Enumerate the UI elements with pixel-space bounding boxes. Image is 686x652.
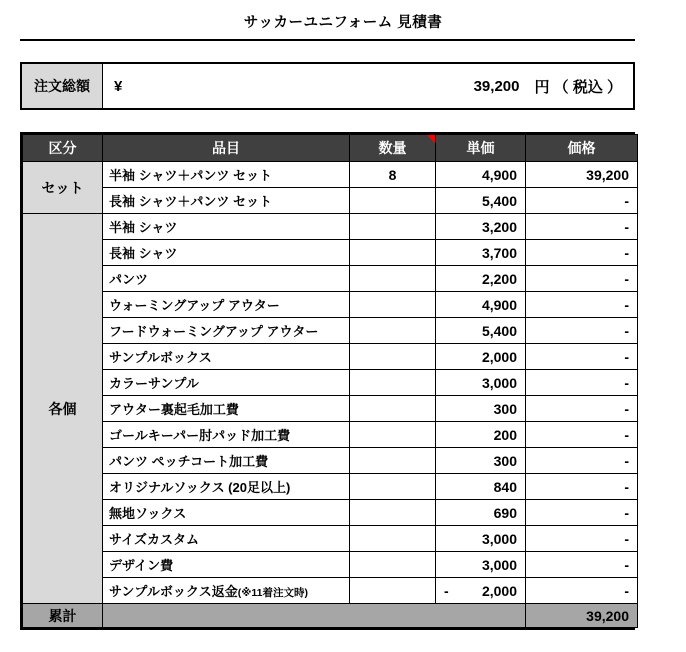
item-row	[23, 526, 638, 552]
quantity-cell[interactable]	[350, 188, 436, 214]
order-total-amount: 39,200	[473, 77, 520, 95]
price-cell[interactable]: -	[526, 214, 638, 240]
unit-price-cell[interactable]: 300	[436, 448, 526, 474]
price-cell[interactable]: -	[526, 422, 638, 448]
unit-price-cell[interactable]: 3,000	[436, 552, 526, 578]
price-cell[interactable]: -	[526, 474, 638, 500]
minus-sign: -	[444, 582, 449, 599]
item-name-cell[interactable]	[103, 552, 350, 578]
quantity-cell[interactable]	[350, 474, 436, 500]
order-total-value-cell[interactable]	[103, 64, 633, 108]
price-cell[interactable]: -	[526, 266, 638, 292]
quantity-cell[interactable]	[350, 526, 436, 552]
item-name-cell[interactable]	[103, 344, 350, 370]
item-name-cell[interactable]	[103, 162, 350, 188]
quantity-cell[interactable]	[350, 240, 436, 266]
price-cell[interactable]: -	[526, 396, 638, 422]
total-row-label-cell[interactable]: 累計	[23, 604, 103, 628]
item-row	[23, 422, 638, 448]
item-name: サンプルボックス	[109, 350, 212, 365]
item-name: サンプルボックス返金	[109, 584, 238, 599]
item-name: フードウォーミングアップ アウター	[109, 324, 319, 339]
item-name: 半袖 シャツ	[109, 220, 178, 235]
quantity-cell[interactable]	[350, 396, 436, 422]
unit-price-cell[interactable]: 690	[436, 500, 526, 526]
unit-price-cell[interactable]: 2,200	[436, 266, 526, 292]
item-name: ウォーミングアップ アウター	[109, 298, 280, 313]
group-cell[interactable]: 各個	[23, 214, 103, 604]
quantity-cell[interactable]	[350, 500, 436, 526]
unit-price-cell[interactable]: 3,700	[436, 240, 526, 266]
item-name: オリジナルソックス (20足以上)	[109, 480, 291, 495]
item-row	[23, 188, 638, 214]
unit-price-cell[interactable]: 5,400	[436, 188, 526, 214]
quantity-cell[interactable]	[350, 318, 436, 344]
quantity-cell[interactable]	[350, 578, 436, 604]
item-name-cell[interactable]	[103, 188, 350, 214]
header-quantity	[350, 135, 436, 162]
unit-price-cell[interactable]: 4,900	[436, 292, 526, 318]
price-cell[interactable]: -	[526, 448, 638, 474]
price-cell[interactable]: -	[526, 240, 638, 266]
quantity-cell[interactable]	[350, 422, 436, 448]
quote-table	[20, 132, 635, 630]
item-name-cell[interactable]	[103, 448, 350, 474]
item-row	[23, 162, 638, 188]
item-name: サイズカスタム	[109, 532, 199, 547]
item-name: 長袖 シャツ	[109, 246, 178, 261]
table-footer	[23, 604, 638, 628]
currency-symbol: ¥	[114, 77, 123, 95]
unit-price-cell[interactable]: 840	[436, 474, 526, 500]
header-price: 価格	[526, 135, 638, 162]
item-row	[23, 578, 638, 604]
item-name: 無地ソックス	[109, 506, 187, 521]
item-name: アウター裏起毛加工費	[109, 402, 239, 417]
item-row	[23, 474, 638, 500]
quantity-cell[interactable]	[350, 214, 436, 240]
item-row	[23, 500, 638, 526]
item-name-cell[interactable]	[103, 578, 350, 604]
item-name-cell[interactable]	[103, 266, 350, 292]
table-header-row	[23, 135, 638, 162]
header-category: 区分	[23, 135, 103, 162]
item-name-cell[interactable]	[103, 318, 350, 344]
price-cell[interactable]: -	[526, 552, 638, 578]
quantity-cell[interactable]	[350, 344, 436, 370]
unit-price-value: 2,000	[481, 582, 517, 599]
page-title: サッカーユニフォーム 見積書	[243, 15, 443, 31]
quantity-cell[interactable]	[350, 292, 436, 318]
item-note: (※11着注文時)	[237, 587, 309, 599]
unit-price-cell[interactable]: 3,000	[436, 370, 526, 396]
total-row-spacer-cell[interactable]	[103, 604, 526, 628]
item-name-cell[interactable]	[103, 292, 350, 318]
item-name-cell[interactable]	[103, 370, 350, 396]
item-row	[23, 214, 638, 240]
unit-price-cell[interactable]: 3,200	[436, 214, 526, 240]
item-name-cell[interactable]	[103, 500, 350, 526]
unit-price-cell[interactable]: 5,400	[436, 318, 526, 344]
total-row	[23, 604, 638, 628]
unit-price-cell[interactable]	[436, 578, 526, 604]
header-quantity-label: 数量	[378, 140, 407, 156]
order-total-box	[20, 62, 635, 110]
item-name-cell[interactable]	[103, 422, 350, 448]
price-cell[interactable]: -	[526, 370, 638, 396]
item-row	[23, 396, 638, 422]
item-name: パンツ	[109, 272, 149, 287]
item-row	[23, 266, 638, 292]
quantity-cell[interactable]	[350, 266, 436, 292]
order-total-amount-group	[474, 76, 622, 97]
total-row-price-cell[interactable]: 39,200	[526, 604, 638, 628]
header-unit-price: 単価	[436, 135, 526, 162]
item-row	[23, 552, 638, 578]
unit-price-cell[interactable]: 3,000	[436, 526, 526, 552]
item-name: ゴールキーパー肘パッド加工費	[109, 428, 291, 443]
item-row	[23, 318, 638, 344]
price-cell[interactable]: -	[526, 292, 638, 318]
item-name-cell[interactable]	[103, 214, 350, 240]
price-cell[interactable]: -	[526, 500, 638, 526]
comment-marker-icon	[427, 135, 435, 143]
quantity-cell[interactable]: 8	[350, 162, 436, 188]
item-name-cell[interactable]	[103, 240, 350, 266]
item-row	[23, 370, 638, 396]
item-name-cell[interactable]	[103, 474, 350, 500]
unit-price-cell[interactable]: 200	[436, 422, 526, 448]
price-cell[interactable]: -	[526, 344, 638, 370]
price-cell[interactable]: -	[526, 318, 638, 344]
price-cell[interactable]: 39,200	[526, 162, 638, 188]
price-cell[interactable]: -	[526, 578, 638, 604]
header-item: 品目	[103, 135, 350, 162]
item-name: 長袖 シャツ＋パンツ セット	[109, 194, 272, 209]
quantity-cell[interactable]	[350, 448, 436, 474]
item-row	[23, 292, 638, 318]
price-cell[interactable]: -	[526, 526, 638, 552]
unit-price-cell[interactable]: 300	[436, 396, 526, 422]
unit-price-cell[interactable]: 4,900	[436, 162, 526, 188]
price-cell[interactable]: -	[526, 188, 638, 214]
table-body	[23, 162, 638, 604]
title-underline	[20, 39, 635, 41]
unit-price-cell[interactable]: 2,000	[436, 344, 526, 370]
order-total-unit: 円 （ 税込 ）	[534, 78, 622, 96]
quantity-cell[interactable]	[350, 370, 436, 396]
item-name-cell[interactable]	[103, 396, 350, 422]
item-name: デザイン費	[109, 558, 174, 573]
item-name: 半袖 シャツ＋パンツ セット	[109, 168, 272, 183]
item-name: カラーサンプル	[109, 376, 199, 391]
order-total-label-cell[interactable]: 注文総額	[22, 64, 103, 108]
item-row	[23, 344, 638, 370]
item-row	[23, 240, 638, 266]
item-name: パンツ ペッチコート加工費	[109, 454, 269, 469]
group-cell[interactable]: セット	[23, 162, 103, 214]
item-row	[23, 448, 638, 474]
table-header	[23, 135, 638, 162]
item-name-cell[interactable]	[103, 526, 350, 552]
quantity-cell[interactable]	[350, 552, 436, 578]
